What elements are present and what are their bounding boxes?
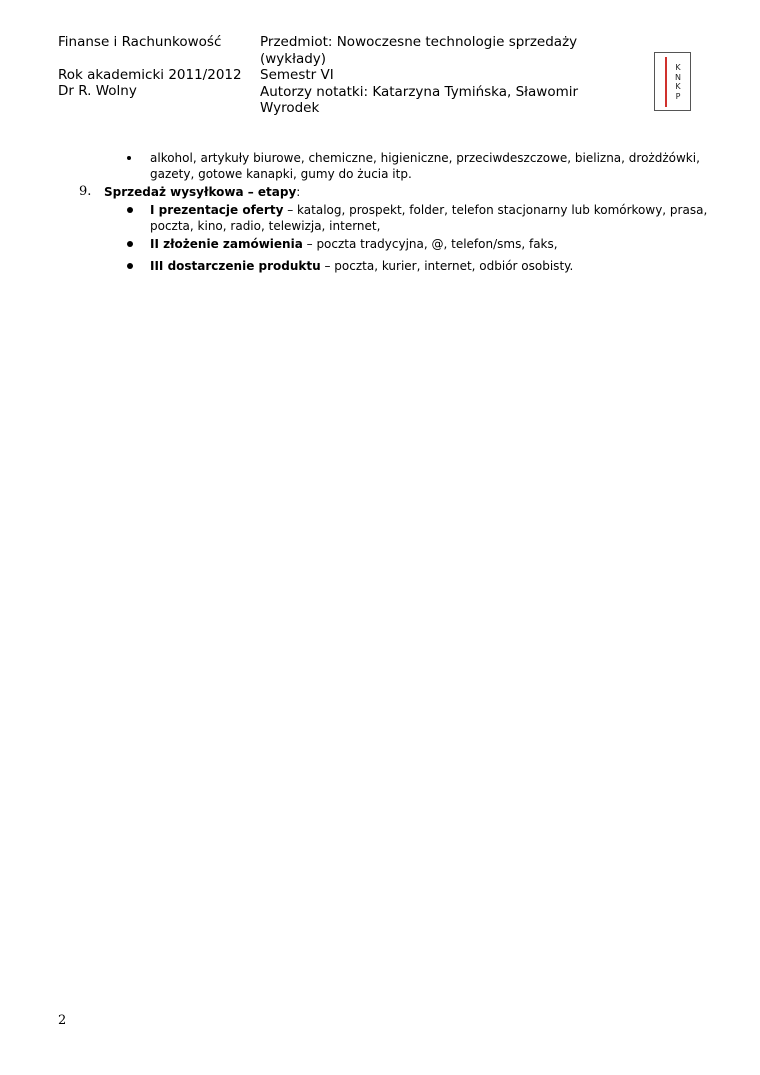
lecturer-label: Dr R. Wolny: [58, 83, 137, 99]
bullet-dot: [127, 207, 133, 213]
section-title: Sprzedaż wysyłkowa – etapy: [104, 185, 297, 199]
stage-title: I prezentacje oferty: [150, 203, 284, 217]
logo-letter: K: [675, 82, 681, 91]
authors-label: Autorzy notatki: Katarzyna Tymińska, Sławomir Wyrodek: [260, 83, 579, 116]
logo-red-line: [665, 57, 667, 107]
logo-letter: N: [675, 72, 681, 82]
list-item: [150, 258, 710, 274]
header-left-column: [58, 34, 248, 100]
faculty-label: Finanse i Rachunkowość: [58, 34, 222, 50]
logo-letter: K: [675, 63, 681, 72]
stage-description: – poczta tradycyjna, @, telefon/sms, faks,: [302, 237, 558, 251]
semester-label: Semestr VI: [260, 67, 334, 83]
bullet-dot: [127, 241, 133, 247]
header-right-column: [260, 34, 640, 117]
stage-description: – poczta, kurier, internet, odbiór osobisty.: [320, 259, 574, 273]
list-item: [150, 202, 710, 234]
list-item: alkohol, artykuły biurowe, chemiczne, higieniczne, przeciwdeszczowe, bielizna, drożdżówki, gazety, gotowe kanapki, gumy do żucia itp.: [150, 151, 700, 181]
list-number: 9.: [79, 184, 92, 199]
logo-letters: [672, 63, 684, 101]
section-heading: [104, 184, 664, 200]
stage-title: III dostarczenie produktu: [150, 259, 321, 273]
subject-label: Przedmiot: Nowoczesne technologie sprzedaży (wykłady): [260, 34, 578, 67]
logo-letter: P: [675, 91, 681, 101]
section-suffix: :: [296, 185, 301, 199]
list-item: [150, 236, 710, 252]
knkp-logo: [654, 52, 691, 111]
bullet-dot: [127, 263, 133, 269]
stage-description: – katalog, prospekt, folder, telefon stacjonarny lub komórkowy, prasa, poczta, kino, radio, telewizja, internet,: [150, 203, 708, 233]
page-number: 2: [58, 1013, 67, 1028]
bullet-dot: [127, 156, 131, 160]
academic-year-label: Rok akademicki 2011/2012: [58, 66, 242, 83]
stage-title: II złożenie zamówienia: [150, 237, 303, 251]
